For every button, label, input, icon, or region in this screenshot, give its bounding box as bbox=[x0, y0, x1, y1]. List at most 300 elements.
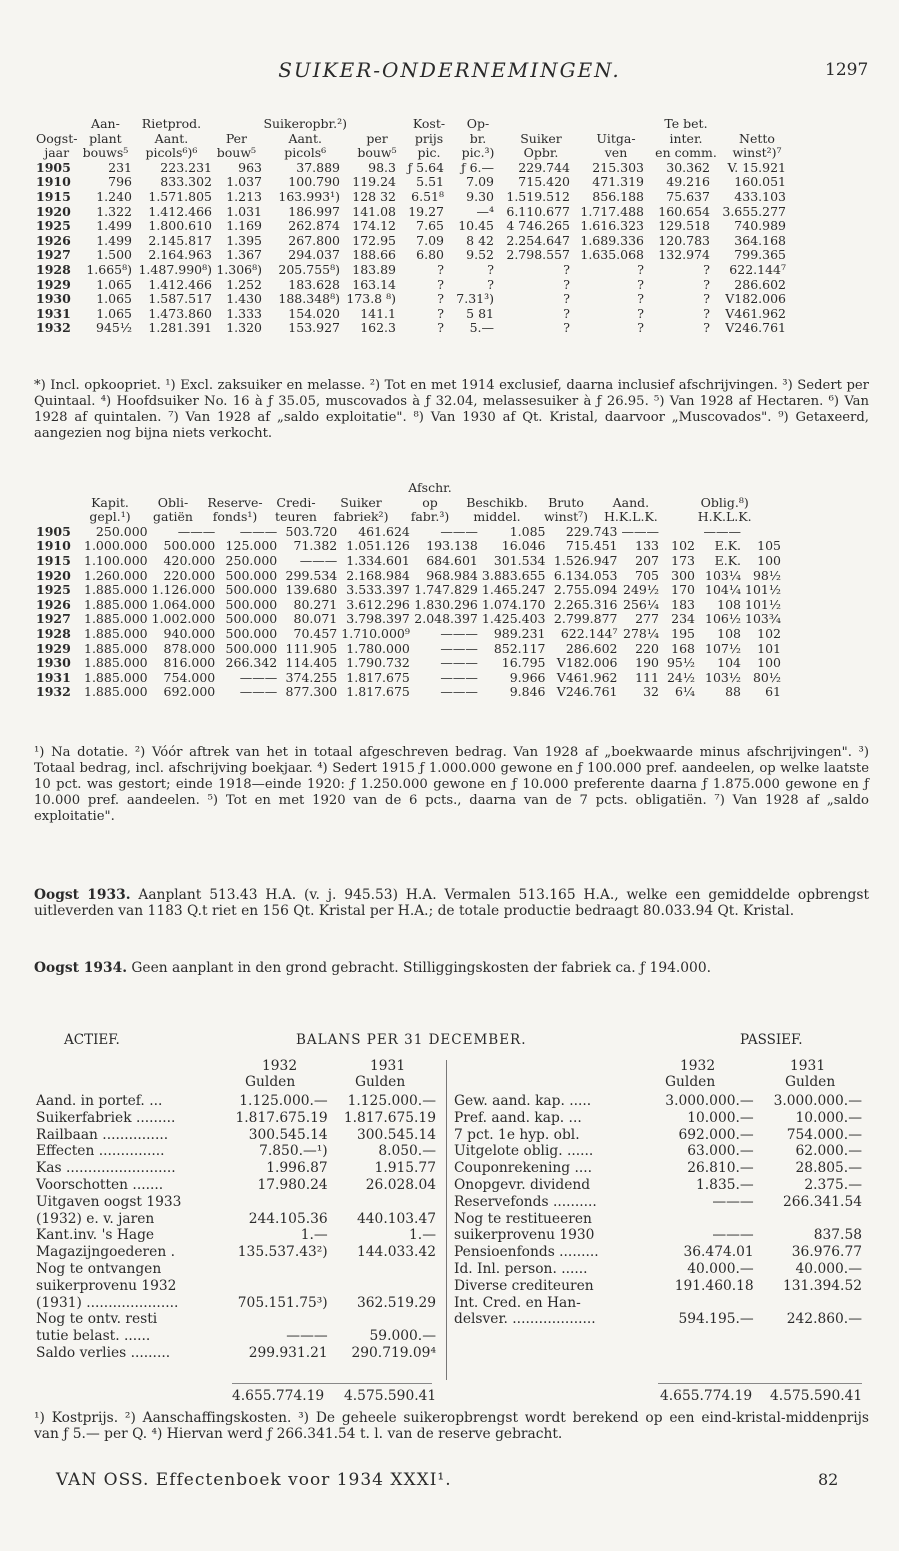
table-cell: ? bbox=[563, 305, 570, 321]
currency-right-1931: Gulden bbox=[785, 1074, 836, 1090]
production-footnote: *) Incl. opkoopriet. ¹) Excl. zaksuiker en melasse. ²) Tot en met 1914 exclusief, daarna inclusief afschrijvingen. ³) Sedert per Quintaal. ⁴) Hoofdsuiker No. 16 à ƒ 35.05, muscovados à ƒ 32.04, melassesuiker à ƒ 26.95. ⁵) Van 1928 af Hectaren. ⁶) Van 1928 af quintalen. ⁷) Van 1928 af „saldo exploitatie". ⁸) Van 1930 af Qt. Kristal, daarvoor „Muscovados". ⁹) Getaxeerd, aangezien nog bijna niets verkocht. bbox=[34, 378, 869, 441]
table-cell: 9.966 bbox=[509, 669, 546, 685]
balance-item-value: ——— bbox=[712, 1193, 754, 1210]
table-cell: 877.300 bbox=[285, 684, 338, 700]
balance-title: BALANS PER 31 DECEMBER. bbox=[296, 1032, 527, 1048]
table-cell: 234 bbox=[671, 611, 696, 627]
table-cell: 7.31³) bbox=[456, 291, 494, 307]
table-cell: 102 bbox=[757, 625, 782, 641]
table-cell: 500.000 bbox=[225, 625, 278, 641]
header-cell: ven bbox=[604, 145, 628, 161]
table-cell: 111 bbox=[635, 669, 660, 685]
table-cell: 75.637 bbox=[666, 188, 710, 204]
table-cell: 71.382 bbox=[293, 538, 338, 554]
table-row bbox=[34, 248, 788, 263]
table-cell: 1.037 bbox=[226, 174, 262, 190]
table-cell: 183.89 bbox=[352, 261, 396, 277]
table-cell: 49.216 bbox=[666, 174, 710, 190]
header-cell: winst⁷) bbox=[543, 509, 589, 525]
balance-item-label: Nog te restitueeren bbox=[454, 1210, 592, 1227]
table-cell: 684.601 bbox=[426, 552, 478, 568]
table-row bbox=[34, 598, 783, 613]
table-cell: 9.52 bbox=[466, 247, 494, 263]
balance-item-value: 17.980.24 bbox=[257, 1176, 328, 1193]
table-cell: 1.526.947 bbox=[553, 552, 618, 568]
balance-row bbox=[36, 1346, 436, 1361]
table-cell: 195 bbox=[671, 625, 696, 641]
table-cell: 168 bbox=[671, 640, 696, 656]
table-cell: 1929 bbox=[36, 640, 71, 656]
balance-item-value: 1.— bbox=[300, 1227, 328, 1244]
table-cell: 1.240 bbox=[96, 188, 132, 204]
header-cell: winst²)⁷ bbox=[732, 145, 782, 161]
balance-item-value: 3.000.000.— bbox=[773, 1093, 862, 1109]
currency-left-1932: Gulden bbox=[245, 1074, 296, 1090]
table-cell: ? bbox=[437, 305, 444, 321]
header-cell: Per bbox=[225, 130, 248, 146]
table-cell: 1.473.860 bbox=[148, 305, 212, 321]
table-cell: 705 bbox=[635, 567, 660, 583]
header-cell: fabr.³) bbox=[410, 509, 450, 525]
table-cell: 503.720 bbox=[285, 523, 338, 539]
table-cell: ? bbox=[437, 261, 444, 277]
header-row bbox=[34, 496, 794, 511]
passief-table bbox=[452, 1092, 864, 1329]
table-row bbox=[34, 583, 783, 598]
header-cell: Aand. bbox=[612, 494, 650, 510]
table-cell: 1.064.000 bbox=[151, 596, 216, 612]
table-cell: 1.587.517 bbox=[148, 291, 212, 307]
table-cell: 1910 bbox=[36, 538, 71, 554]
header-cell: bouws⁵ bbox=[82, 145, 129, 161]
balance-row bbox=[454, 1144, 862, 1159]
balance-item-label: Uitgaven oogst 1933 bbox=[36, 1193, 182, 1210]
balance-item-label: 7 pct. 1e hyp. obl. bbox=[454, 1126, 580, 1143]
table-cell bbox=[661, 525, 697, 540]
table-cell: 622.144⁷ bbox=[560, 625, 618, 641]
table-cell: 229.744 bbox=[518, 159, 570, 175]
table-cell: 267.800 bbox=[288, 232, 340, 248]
balance-row bbox=[454, 1195, 862, 1210]
balance-item-value bbox=[330, 1195, 436, 1210]
total-line-left bbox=[232, 1383, 432, 1384]
header-cell bbox=[34, 496, 78, 511]
harvest-note-text: Aanplant 513.43 H.A. (v. j. 945.53) H.A. Vermalen 513.165 H.A., welke een gemiddelde opbrengst uitleverden van 1183 Q.t riet en 156 Qt. Kristal per H.A.; de totale productie bedraagt 80.033.94 Qt. Kristal. bbox=[34, 887, 870, 919]
balance-item-label: (1932) e. v. jaren bbox=[36, 1210, 155, 1227]
currency-right-1932: Gulden bbox=[665, 1074, 716, 1090]
table-cell: 300 bbox=[671, 567, 696, 583]
header-cell bbox=[602, 481, 660, 496]
table-cell: 799.365 bbox=[734, 247, 786, 263]
table-cell: 30.362 bbox=[666, 159, 710, 175]
table-cell: 277 bbox=[635, 611, 660, 627]
balance-row bbox=[454, 1161, 862, 1176]
balance-item-value: 1.125.000.— bbox=[347, 1093, 436, 1109]
table-cell: 878.000 bbox=[163, 640, 216, 656]
table-cell: 1925 bbox=[36, 218, 71, 234]
header-cell bbox=[754, 481, 794, 496]
table-row bbox=[34, 219, 788, 234]
table-cell: ? bbox=[437, 291, 444, 307]
header-cell: Aant. bbox=[288, 130, 322, 146]
balance-item-value: 8.050.— bbox=[378, 1143, 436, 1160]
table-cell: 186.997 bbox=[288, 203, 340, 219]
balance-item-label: Int. Cred. en Han- bbox=[454, 1294, 581, 1311]
table-cell: 125.000 bbox=[225, 538, 278, 554]
header-cell bbox=[579, 117, 653, 132]
table-cell: ——— bbox=[440, 523, 478, 539]
balance-item-value: 300.545.14 bbox=[357, 1126, 436, 1143]
balance-item-value: 36.976.77 bbox=[791, 1244, 862, 1261]
table-cell: 1.126.000 bbox=[151, 582, 216, 598]
balance-item-label: Onopgevr. dividend bbox=[454, 1176, 591, 1193]
table-cell: 963 bbox=[238, 159, 262, 175]
year-left-1931: 1931 bbox=[370, 1058, 406, 1074]
table-cell: ? bbox=[637, 261, 644, 277]
table-cell: 174.12 bbox=[352, 218, 396, 234]
header-cell bbox=[696, 481, 754, 496]
table-cell: 1.320 bbox=[226, 320, 262, 336]
table-cell: 1.665⁸) bbox=[86, 261, 132, 277]
table-cell: 139.680 bbox=[285, 582, 338, 598]
header-cell: pic. bbox=[417, 145, 441, 161]
balance-item-label: Pensioenfonds ......... bbox=[454, 1244, 599, 1261]
balance-divider bbox=[446, 1060, 447, 1380]
table-cell: 9.846 bbox=[509, 684, 546, 700]
table-cell: 16.795 bbox=[501, 655, 546, 671]
header-cell: jaar bbox=[44, 145, 70, 161]
table-cell: 163.993¹) bbox=[278, 188, 340, 204]
balance-row bbox=[36, 1296, 436, 1311]
balance-item-label: Pref. aand. kap. ... bbox=[454, 1109, 582, 1126]
table-cell: 207 bbox=[635, 552, 660, 568]
table-cell: 8 42 bbox=[466, 232, 494, 248]
table-cell: 500.000 bbox=[225, 582, 278, 598]
balance-row bbox=[36, 1161, 436, 1176]
table-cell: 107½ bbox=[705, 640, 742, 656]
balance-item-value: 242.860.— bbox=[786, 1311, 862, 1328]
table-cell: 2.265.316 bbox=[553, 596, 618, 612]
balance-item-label: Saldo verlies ......... bbox=[36, 1344, 171, 1361]
header-cell: pic.³) bbox=[461, 145, 495, 161]
table-cell: 301.534 bbox=[493, 552, 546, 568]
header-cell: teuren bbox=[275, 509, 317, 525]
table-cell: 1.169 bbox=[226, 218, 262, 234]
balance-item-value: 36.474.01 bbox=[683, 1244, 754, 1261]
harvest-note-1934 bbox=[34, 960, 869, 976]
table-cell: 170 bbox=[671, 582, 696, 598]
production-table-body bbox=[34, 161, 788, 336]
balance-item-value: 1.996.87 bbox=[266, 1160, 328, 1177]
header-cell: Oblig.⁸) bbox=[700, 494, 749, 510]
table-cell: 7.09 bbox=[466, 174, 494, 190]
table-cell: 461.624 bbox=[358, 523, 410, 539]
table-cell: 1.252 bbox=[226, 276, 262, 292]
table-row bbox=[34, 175, 788, 190]
table-cell: 940.000 bbox=[163, 625, 216, 641]
table-cell: 1.065 bbox=[96, 291, 132, 307]
table-cell: 1.780.000 bbox=[346, 640, 410, 656]
table-cell: 1920 bbox=[36, 203, 71, 219]
balance-item-label: Id. Inl. person. ...... bbox=[454, 1260, 588, 1277]
balance-row bbox=[454, 1262, 862, 1277]
table-cell: 1905 bbox=[36, 523, 71, 539]
table-cell: 1.395 bbox=[226, 232, 262, 248]
actief-table bbox=[34, 1092, 438, 1363]
balance-row bbox=[454, 1111, 862, 1126]
table-row bbox=[34, 234, 788, 249]
table-row bbox=[34, 161, 788, 176]
table-cell: 1925 bbox=[36, 582, 71, 598]
table-cell: 286.602 bbox=[734, 276, 786, 292]
balance-row bbox=[454, 1296, 862, 1311]
footer-source: VAN OSS. Effectenboek voor 1934 XXXI¹. bbox=[56, 1470, 452, 1490]
table-cell: ? bbox=[703, 276, 710, 292]
table-cell: 1.499 bbox=[96, 232, 132, 248]
year-right-1931: 1931 bbox=[790, 1058, 826, 1074]
header-cell bbox=[754, 510, 794, 525]
balance-item-value bbox=[330, 1262, 436, 1277]
balance-item-value: 440.103.47 bbox=[357, 1210, 436, 1227]
table-cell: 98½ bbox=[752, 567, 782, 583]
header-cell: Netto bbox=[739, 130, 775, 146]
balance-item-label: delsver. ................... bbox=[454, 1311, 596, 1328]
table-cell: 80½ bbox=[752, 669, 782, 685]
balance-row bbox=[454, 1178, 862, 1193]
table-cell: 160.051 bbox=[734, 174, 786, 190]
header-cell bbox=[660, 481, 696, 496]
table-cell: 1930 bbox=[36, 291, 71, 307]
table-cell: 100 bbox=[757, 552, 782, 568]
table-cell: 715.451 bbox=[565, 538, 618, 554]
header-cell: Op- bbox=[466, 116, 490, 131]
table-cell: 1.817.675 bbox=[346, 669, 410, 685]
header-cell: gepl.¹) bbox=[89, 509, 131, 525]
table-cell: 500.000 bbox=[163, 538, 216, 554]
table-row bbox=[34, 642, 783, 657]
balance-row bbox=[454, 1128, 862, 1143]
table-cell: ——— bbox=[239, 523, 278, 539]
table-cell: 95½ bbox=[666, 655, 696, 671]
table-cell: 1.885.000 bbox=[84, 640, 148, 656]
table-cell: ? bbox=[703, 291, 710, 307]
header-cell: Uitga- bbox=[596, 130, 636, 146]
year-left-1932: 1932 bbox=[262, 1058, 298, 1074]
table-cell: 1.100.000 bbox=[84, 552, 148, 568]
table-cell: 105 bbox=[757, 538, 782, 554]
balance-row bbox=[36, 1262, 436, 1277]
table-cell: 2.145.817 bbox=[148, 232, 212, 248]
table-cell: 1920 bbox=[36, 567, 71, 583]
table-cell: ƒ 5.64 bbox=[407, 159, 444, 175]
balance-item-label: Nog te ontv. resti bbox=[36, 1311, 158, 1328]
header-cell bbox=[660, 496, 696, 511]
table-row bbox=[34, 278, 788, 293]
balance-item-label: Gew. aand. kap. ..... bbox=[454, 1093, 592, 1109]
balance-row bbox=[454, 1245, 862, 1260]
table-cell: 3.798.397 bbox=[346, 611, 410, 627]
table-cell: 2.755.094 bbox=[553, 582, 618, 598]
header-cell: bouw⁵ bbox=[216, 145, 257, 161]
table-row bbox=[34, 671, 783, 686]
header-cell bbox=[754, 496, 794, 511]
table-cell: 1.322 bbox=[96, 203, 132, 219]
table-cell: 1929 bbox=[36, 276, 71, 292]
table-cell: 1.710.000⁹ bbox=[341, 625, 410, 641]
table-cell: 193.138 bbox=[426, 538, 478, 554]
page-number: 1297 bbox=[825, 60, 869, 80]
table-cell: 172.95 bbox=[352, 232, 396, 248]
production-table bbox=[34, 117, 795, 336]
table-cell: 24½ bbox=[666, 669, 696, 685]
table-cell: 500.000 bbox=[225, 567, 278, 583]
table-cell: 205.755⁸) bbox=[278, 261, 340, 277]
balance-item-label: Magazijngoederen . bbox=[36, 1244, 175, 1261]
table-cell: 1.213 bbox=[226, 188, 262, 204]
balance-item-label: Nog te ontvangen bbox=[36, 1260, 162, 1277]
table-cell: 3.533.397 bbox=[346, 582, 410, 598]
balance-item-value: 290.719.09⁴ bbox=[351, 1344, 436, 1361]
table-cell: 299.534 bbox=[285, 567, 338, 583]
table-cell: 129.518 bbox=[658, 218, 710, 234]
table-cell: 229.743 bbox=[565, 523, 618, 539]
header-cell bbox=[349, 117, 405, 132]
table-cell: 37.889 bbox=[296, 159, 340, 175]
table-cell: 3.655.277 bbox=[722, 203, 786, 219]
header-cell bbox=[464, 481, 530, 496]
table-cell: 796 bbox=[108, 174, 132, 190]
table-cell: V461.962 bbox=[556, 669, 618, 685]
table-cell: 1932 bbox=[36, 684, 71, 700]
balance-item-value: 2.375.— bbox=[804, 1176, 862, 1193]
table-cell: 1.085 bbox=[509, 523, 546, 539]
table-cell: 249½ bbox=[623, 582, 660, 598]
header-cell: Aan- bbox=[91, 116, 120, 131]
table-cell: 80.271 bbox=[293, 596, 338, 612]
table-cell: ? bbox=[487, 261, 494, 277]
header-cell: Beschikb. bbox=[466, 494, 528, 510]
table-cell bbox=[743, 525, 783, 540]
table-cell: 103½ bbox=[705, 669, 742, 685]
table-cell: 1.487.990⁸) bbox=[138, 261, 212, 277]
header-cell: Suikeropbr.²) bbox=[263, 116, 347, 131]
balance-item-label: Effecten ............... bbox=[36, 1143, 165, 1160]
production-table-header bbox=[34, 117, 795, 161]
table-cell: 1.800.610 bbox=[148, 218, 212, 234]
table-cell: 1.499 bbox=[96, 218, 132, 234]
table-cell: ——— bbox=[299, 552, 338, 568]
table-cell: 833.302 bbox=[160, 174, 212, 190]
table-row bbox=[34, 656, 783, 671]
table-cell: 103¾ bbox=[745, 611, 782, 627]
table-cell: 1931 bbox=[36, 305, 71, 321]
table-cell: ? bbox=[563, 276, 570, 292]
table-row bbox=[34, 321, 788, 336]
harvest-note-text: Geen aanplant in den grond gebracht. Stilliggingskosten der fabriek ca. ƒ 194.000. bbox=[127, 960, 711, 976]
header-cell bbox=[142, 481, 204, 496]
table-cell: 1926 bbox=[36, 596, 71, 612]
table-cell: ——— bbox=[239, 669, 278, 685]
table-cell: 119.24 bbox=[352, 174, 396, 190]
balance-row bbox=[36, 1279, 436, 1294]
header-cell: per bbox=[366, 130, 388, 146]
table-cell: 1.000.000 bbox=[84, 538, 148, 554]
balance-item-value: 362.519.29 bbox=[357, 1294, 436, 1311]
header-cell bbox=[34, 117, 79, 132]
table-cell: 6.134.053 bbox=[553, 567, 618, 583]
table-cell: 1.031 bbox=[226, 203, 262, 219]
balance-row bbox=[454, 1279, 862, 1294]
balance-item-value: 3.000.000.— bbox=[665, 1093, 754, 1109]
table-cell: 2.798.557 bbox=[506, 247, 570, 263]
table-cell: 945½ bbox=[96, 320, 132, 336]
table-cell: 364.168 bbox=[734, 232, 786, 248]
table-cell: 2.254.647 bbox=[506, 232, 570, 248]
table-row bbox=[34, 190, 788, 205]
balance-item-value bbox=[756, 1296, 862, 1311]
header-cell: Afschr. bbox=[408, 480, 452, 495]
header-cell: prijs bbox=[414, 130, 444, 146]
table-cell: 1928 bbox=[36, 625, 71, 641]
balance-item-value: 1.915.77 bbox=[374, 1160, 436, 1177]
table-cell: ? bbox=[703, 305, 710, 321]
table-cell: 1.747.829 bbox=[414, 582, 478, 598]
header-cell: Oogst- bbox=[36, 130, 78, 146]
table-cell: 190 bbox=[635, 655, 660, 671]
actief-label: ACTIEF. bbox=[64, 1032, 120, 1048]
table-cell: 1927 bbox=[36, 247, 71, 263]
header-cell: Credi- bbox=[276, 494, 316, 510]
header-cell: Opbr. bbox=[523, 145, 559, 161]
table-cell: 1.885.000 bbox=[84, 655, 148, 671]
table-cell: ? bbox=[703, 261, 710, 277]
header-cell bbox=[78, 481, 142, 496]
table-row bbox=[34, 205, 788, 220]
table-cell: 1905 bbox=[36, 159, 71, 175]
table-cell: 1.571.805 bbox=[148, 188, 212, 204]
balance-row bbox=[36, 1195, 436, 1210]
balance-item-value: ——— bbox=[712, 1227, 754, 1244]
header-cell bbox=[204, 481, 266, 496]
balance-item-label: Voorschotten ....... bbox=[36, 1176, 164, 1193]
table-row bbox=[34, 685, 783, 700]
table-cell: 104¼ bbox=[705, 582, 742, 598]
balance-item-value: 1.125.000.— bbox=[239, 1093, 328, 1109]
table-cell: 1.885.000 bbox=[84, 669, 148, 685]
header-cell: fonds¹) bbox=[212, 509, 258, 525]
currency-left-1931: Gulden bbox=[355, 1074, 406, 1090]
financial-footnote: ¹) Na dotatie. ²) Vóór aftrek van het in totaal afgeschreven bedrag. Van 1928 af „boekwaarde minus afschrijvingen". ³) Totaal bedrag, incl. afschrijving boekjaar. ⁴) Sedert 1915 ƒ 1.000.000 gewone en ƒ 100.000 pref. aandeelen, op welke laatste 10 pct. was gestort; einde 1918—einde 1920: ƒ 1.250.000 gewone en ƒ 10.000 preferente daarna ƒ 1.875.000 gewone en ƒ 10.000 pref. aandeelen. ⁵) Tot en met 1920 van de 6 pcts., daarna van de 7 pcts. obligatiën. ⁷) Van 1928 af „saldo exploitatie". bbox=[34, 745, 869, 824]
table-cell: 1.689.336 bbox=[580, 232, 644, 248]
table-cell: 1.065 bbox=[96, 305, 132, 321]
year-right-1932: 1932 bbox=[680, 1058, 716, 1074]
table-cell: V182.006 bbox=[556, 655, 618, 671]
table-cell: 133 bbox=[635, 538, 660, 554]
balance-item-value: 10.000.— bbox=[687, 1109, 754, 1126]
table-cell: 100 bbox=[757, 655, 782, 671]
table-cell: 1930 bbox=[36, 655, 71, 671]
table-cell: 250.000 bbox=[225, 552, 278, 568]
header-cell: br. bbox=[469, 130, 487, 146]
table-cell: 286.602 bbox=[565, 640, 618, 656]
table-cell: ——— bbox=[440, 640, 478, 656]
table-cell: 104 bbox=[717, 655, 742, 671]
table-cell: 6.51⁸ bbox=[411, 188, 444, 204]
table-cell: 1.790.732 bbox=[346, 655, 410, 671]
table-cell: 1.519.512 bbox=[506, 188, 570, 204]
balance-item-value: 594.195.— bbox=[678, 1311, 754, 1328]
table-cell: 183 bbox=[671, 596, 696, 612]
